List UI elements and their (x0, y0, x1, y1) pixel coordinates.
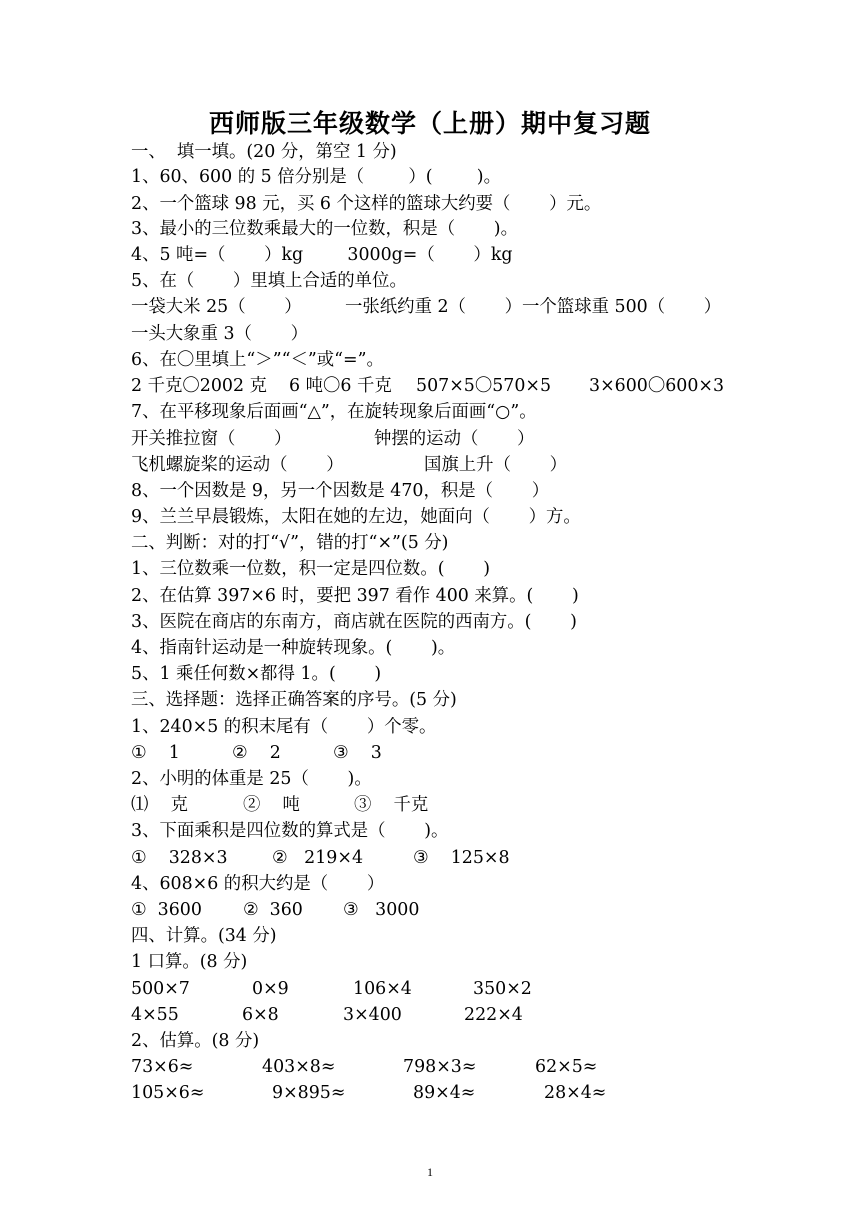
page-title: 西师版三年级数学（上册）期中复习题 (208, 109, 651, 138)
estimate-item: 73×6≈ (131, 1057, 194, 1077)
question-1-9: 9、兰兰早晨锻炼，太阳在她的左边，她面向（ ）方。 (131, 507, 581, 527)
question-2-item: 5、1 乘任何数×都得 1。( ) (131, 664, 382, 684)
question-1-2: 2、一个篮球 98 元，买 6 个这样的篮球大约要（ ）元。 (131, 194, 602, 214)
question-1-5-item-b: 一张纸约重 2（ ）一个篮球重 500（ ） (345, 297, 722, 317)
question-1-5: 5、在（ ）里填上合适的单位。 (131, 271, 407, 291)
page-number: 1 (427, 1165, 433, 1179)
question-3-4: 4、608×6 的积大约是（ ） (131, 874, 385, 894)
question-1-7-item: 钟摆的运动（ ） (374, 429, 535, 449)
calc-item: 0×9 (252, 979, 289, 999)
option: ② 吨 (243, 795, 300, 815)
option: ② 2 (232, 743, 281, 763)
estimate-item: 105×6≈ (131, 1083, 205, 1103)
section-4-heading: 四、计算。(34 分) (131, 926, 277, 946)
option: ③ 千克 (354, 795, 429, 815)
question-1-4: 4、5 吨=（ ）kg 3000g=（ ）kg (131, 245, 513, 265)
section-3-heading: 三、选择题：选择正确答案的序号。(5 分) (131, 690, 457, 710)
question-1-6-item: 6 吨〇6 千克 (289, 376, 392, 396)
question-1-7: 7、在平移现象后面画“△”，在旋转现象后面画“○”。 (131, 402, 537, 422)
option: ① 1 (131, 743, 180, 763)
calc-item: 222×4 (464, 1005, 523, 1025)
question-1-6-item: 3×600〇600×3 (589, 376, 725, 396)
option: ① 3600 (131, 900, 202, 920)
question-3-1: 1、240×5 的积末尾有（ ）个零。 (131, 717, 437, 737)
question-1-3: 3、最小的三位数乘最大的一位数，积是（ )。 (131, 219, 518, 239)
option: ③ 3 (333, 743, 382, 763)
question-2-item: 2、在估算 397×6 时，要把 397 看作 400 来算。( ) (131, 586, 579, 606)
estimate-item: 9×895≈ (272, 1083, 346, 1103)
estimate-item: 28×4≈ (544, 1083, 607, 1103)
section-2-heading: 二、判断：对的打“√”，错的打“×”(5 分) (131, 533, 449, 553)
calc-item: 6×8 (242, 1005, 279, 1025)
section-1-heading: 一、 填一填。(20 分，第空 1 分) (131, 142, 397, 162)
question-1-8: 8、一个因数是 9，另一个因数是 470，积是（ ） (131, 481, 550, 501)
question-1-6-item: 507×5〇570×5 (416, 376, 552, 396)
question-3-2: 2、小明的体重是 25（ )。 (131, 769, 372, 789)
estimate-item: 62×5≈ (535, 1057, 598, 1077)
question-2-item: 4、指南针运动是一种旋转现象。( )。 (131, 638, 456, 658)
question-1-1: 1、60、600 的 5 倍分别是（ ）( )。 (131, 167, 501, 187)
question-1-6: 6、在〇里填上“＞”“＜”或“=”。 (131, 350, 384, 370)
question-1-7-item: 国旗上升（ ） (424, 455, 568, 475)
option: ③ 3000 (343, 900, 420, 920)
estimate-item: 403×8≈ (262, 1057, 336, 1077)
question-1-5-item-a: 一袋大米 25（ ） (131, 297, 302, 317)
calc-item: 106×4 (353, 979, 412, 999)
question-2-item: 3、医院在商店的东南方，商店就在医院的西南方。( ) (131, 612, 577, 632)
question-2-item: 1、三位数乘一位数，积一定是四位数。( ) (131, 559, 490, 579)
question-1-7-item: 飞机螺旋桨的运动（ ） (131, 455, 344, 475)
option: ② 219×4 (272, 848, 364, 868)
option: ② 360 (243, 900, 303, 920)
option: ⑴ 克 (131, 795, 188, 815)
option: ① 328×3 (131, 848, 228, 868)
section-4-sub-2: 2、估算。(8 分) (131, 1031, 260, 1051)
calc-item: 350×2 (473, 979, 532, 999)
question-1-5-item-c: 一头大象重 3（ ） (131, 324, 309, 344)
calc-item: 3×400 (343, 1005, 402, 1025)
estimate-item: 89×4≈ (413, 1083, 476, 1103)
question-3-3: 3、下面乘积是四位数的算式是（ )。 (131, 821, 449, 841)
section-4-sub-1: 1 口算。(8 分) (131, 952, 248, 972)
question-1-7-item: 开关推拉窗（ ） (131, 429, 292, 449)
calc-item: 4×55 (131, 1005, 179, 1025)
question-1-6-item: 2 千克〇2002 克 (131, 376, 267, 396)
estimate-item: 798×3≈ (403, 1057, 477, 1077)
option: ③ 125×8 (413, 848, 510, 868)
calc-item: 500×7 (131, 979, 190, 999)
